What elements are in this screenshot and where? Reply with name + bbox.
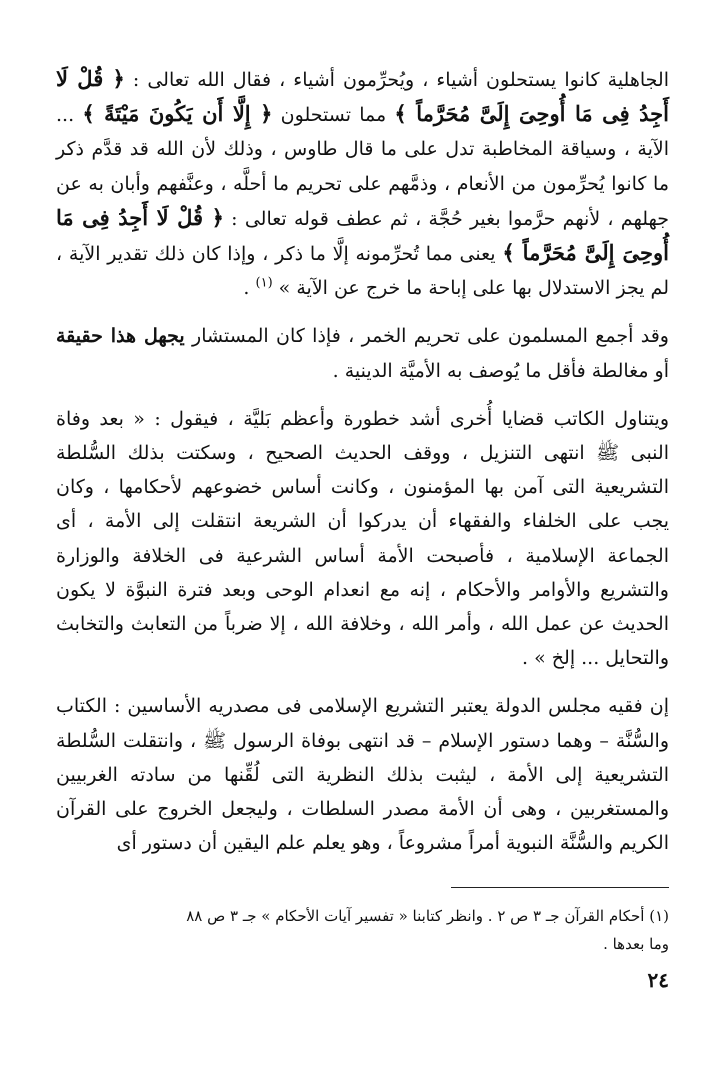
text-run: مما تستحلون [272, 104, 395, 127]
paragraph-quran-commentary [56, 62, 669, 305]
footnote-separator [451, 887, 669, 888]
text-run: ويتناول الكاتب قضايا أُخرى أشد خطورة وأعظم بَليَّة ، فيقول : « بعد وفاة النبى ﷺ انتهى التنزيل ، ووقف الحديث الصحيح ، وسكتت بذلك السُّلطة التشريعية التى آمن بها المؤمنون ، وكانت أساس خضوعهم لأحكامها ، وكان يجب على الخلفاء والفقهاء أن يدركوا أن الشريعة انتقلت إلى الأمة ، أى الجماعة الإسلامية ، فأصبحت الأمة أساس الشرعية فى الخلافة والوزارة والتشريع والأوامر والأحكام ، إنه مع انعدام الوحى وبعد فترة النبوَّة لا يكون الحديث عن عمل الله ، وأمر الله ، وخلافة الله ، إلا ضرباً من التعابث والتخابث والتحايل ... إلخ » . [56, 407, 669, 670]
paragraph-author-quote [56, 402, 669, 676]
text-run: . [243, 277, 256, 300]
emphasis-text: يجهل هذا حقيقة [56, 325, 185, 348]
text-run: وقد أجمع المسلمون على تحريم الخمر ، فإذا كان المستشار [184, 325, 669, 348]
quran-verse: ﴿ إِلَّا أَن يَكُونَ مَيْتَةً ﴾ [82, 101, 273, 127]
quran-verse: ﴿ قُلْ لَا أَجِدُ فِى مَا أُوحِىَ إِلَىَّ مُحَرَّماً ﴾ [56, 204, 669, 266]
text-run: يعنى مما تُحرِّمونه إلَّا ما ذكر ، وإذا كان ذلك تقدير الآية ، لم يجز الاستدلال بها على إباحة ما خرج عن الآية » [56, 243, 669, 300]
text-run: ... الآية ، وسياقة المخاطبة تدل على ما قال طاوس ، وذلك لأن الله قد قدَّم ذكر ما كانوا يُحرِّمون من الأنعام ، وذمَّهم على تحريم ما أحلَّه ، وعنَّفهم وأبان به عن جهلهم ، لأنهم حرَّموا بغير حُجَّة ، ثم عطف قوله تعالى : [56, 104, 670, 230]
footnote-line-2: وما بعدها . [603, 935, 669, 953]
footnote [56, 902, 669, 958]
footnote-line-1: (١) أحكام القرآن جـ ٣ ص ٢ . وانظر كتابنا « تفسير آيات الأحكام » جـ ٣ ص ٨٨ [186, 907, 669, 925]
paragraph-state-council-jurist [56, 689, 669, 860]
quran-verse: ﴿ قُلْ لَا أَجِدُ فِى مَا أُوحِىَ إِلَىَّ مُحَرَّماً ﴾ [56, 66, 669, 127]
text-run: إن فقيه مجلس الدولة يعتبر التشريع الإسلامى فى مصدريه الأساسين : الكتاب والسُّنَّة – وهما دستور الإسلام – قد انتهى بوفاة الرسول ﷺ ، وانتقلت السُّلطة التشريعية إلى الأمة ، ليثبت بذلك النظرية التى لُقِّنها من سادته الغربيين والمستغربين ، وهى أن الأمة مصدر السلطات ، وليجعل الخروج على القرآن الكريم والسُّنَّة النبوية أمراً مشروعاً ، وهو يعلم علم اليقين أن دستور أى [56, 695, 669, 855]
text-run: الجاهلية كانوا يستحلون أشياء ، ويُحرِّمون أشياء ، فقال الله تعالى : [124, 69, 669, 91]
body-text [56, 62, 669, 860]
page-number: ٢٤ [647, 968, 669, 992]
text-run: أو مغالطة فأقل ما يُوصف به الأميَّة الدينية . [332, 359, 669, 382]
paragraph-wine-prohibition [56, 319, 669, 387]
footnote-reference[interactable]: (١) [255, 275, 273, 291]
